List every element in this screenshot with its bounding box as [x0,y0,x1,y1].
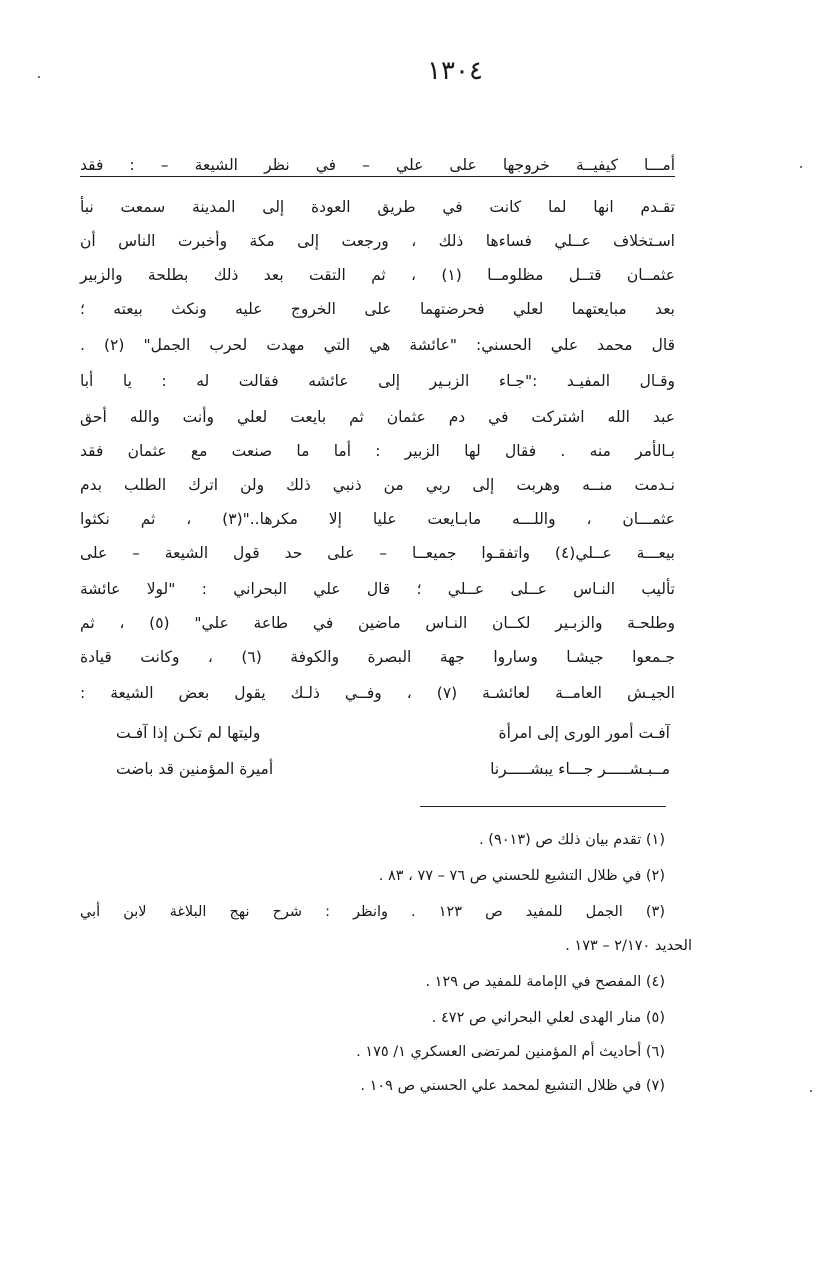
body-line: بيعـــة عــلي(٤) واتفقـوا جميعــا – على حد قول الشيعة – على [80,544,675,562]
body-line: عثمــان قتــل مظلومــا (١) ، ثم التقت بعد ذلك بطلحة والزبير [80,266,675,284]
body-line: تقـدم انها لما كانت في طريق العودة إلى المدينة سمعت نبأ [80,198,675,216]
page-number: ١٣٠٤ [427,56,483,86]
footnote: (٥) منار الهدى لعلي البحراني ص ٤٧٢ . [431,1010,665,1026]
verse-hemistich: وليتها لم تكـن إذا آفـت [116,724,261,742]
body-line: عثمـــان ، واللـــه مابـايعت عليا إلا مكرها.."(٣) ، ثم نكثوا [80,510,676,528]
footnote: (٣) الجمل للمفيد ص ١٢٣ . وانظر : شرح نهج البلاغة لابن أبي [80,904,665,920]
body-line: اسـتخلاف عــلي فساءها ذلك ، ورجعت إلى مكة وأخبرت الناس أن [80,232,675,250]
scan-speck [38,76,40,78]
footnote: (٢) في ظلال التشيع للحسني ص ٧٦ – ٧٧ ، ٨٣ . [378,868,665,884]
verse-hemistich: أميرة المؤمنين قد باضت [116,760,274,778]
body-line: الجيـش العامــة لعائشـة (٧) ، وفــي ذلـك يقول بعض الشيعة : [80,684,675,702]
footnote: (٦) أحاديث أم المؤمنين لمرتضى العسكري ١/ ١٧٥ . [356,1044,665,1060]
body-line: بعد مبايعتهما لعلي فحرضتهما على الخروج عليه ونكث بيعته ؛ [80,300,675,318]
footnote: (١) تقدم بيان ذلك ص (٩٠١٣) . [479,832,665,848]
body-line: عبد الله اشتركت في دم عثمان ثم بايعت لعلي وأنت والله أحق [80,408,675,426]
footnote: (٤) المفصح في الإمامة للمفيد ص ١٢٩ . [425,974,665,990]
footnote-continuation: الحديد ٢/١٧٠ – ١٧٣ . [565,938,692,954]
body-line: قال محمد علي الحسني: "عائشة هي التي مهدت لحرب الجمل" (٢) . [80,336,676,354]
body-line: جـمعوا جيشـا وساروا جهة البصرة والكوفة (٦) ، وكانت قيادة [80,648,675,666]
footnote: (٧) في ظلال التشيع لمحمد علي الحسني ص ١٠٩ . [360,1078,665,1094]
body-line: تأليب النـاس عــلى عــلي ؛ قال علي البحراني : "لولا عائشة [80,580,675,598]
body-line: وطلحـة والزبـير لكــان النـاس ماضين في طاعة علي" (٥) ، ثم [80,614,675,632]
scan-speck [800,166,802,168]
body-line: نـدمت منــه وهربت إلى ربي من ذنبي ذلك ولن اترك الطلب بدم [80,476,675,494]
verse-hemistich: آفـت أمور الورى إلى امرأة [498,724,670,742]
body-line: أمـــا كيفيــة خروجها على علي – في نظر الشيعة – : فقد [80,156,675,177]
body-line: بـالأمر منه . فقال لها الزبير : أما ما صنعت مع عثمان فقد [80,442,675,460]
verse-hemistich: مــبـشـــــر جـــاء يبشـــــرنا [490,760,670,778]
body-line: وقـال المفيـد :"جـاء الزبـير إلى عائشه فقالت له : يا أبا [80,372,675,390]
scan-speck [810,1090,812,1092]
footnote-separator [420,806,666,807]
